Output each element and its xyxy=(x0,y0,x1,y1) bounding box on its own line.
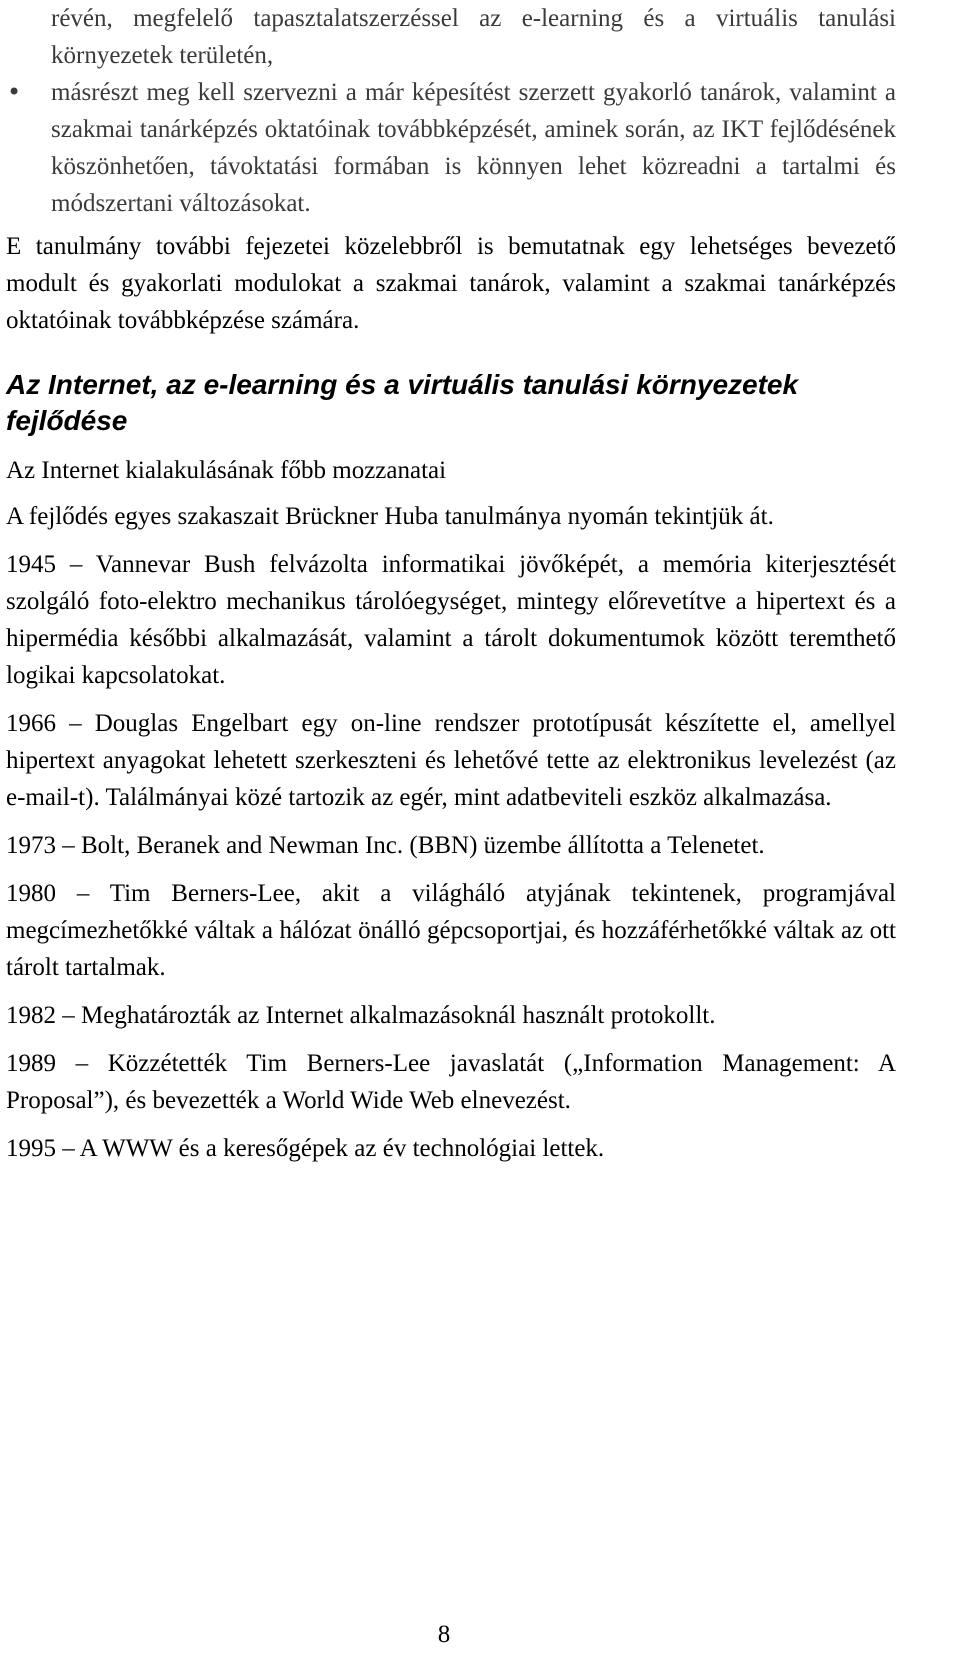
timeline-entry-1966: 1966 – Douglas Engelbart egy on-line rendszer prototípusát készítette el, amellyel hipertext anyagokat lehetett szerkeszteni és lehetővé tette az elektronikus levelezést (az e-mail-t). Találmányai közé tartozik az egér, mint adatbeviteli eszköz alkalmazása. xyxy=(6,710,896,811)
bullet-marker-icon: • xyxy=(7,78,22,106)
page-number: 8 xyxy=(437,1621,451,1648)
section-heading: Az Internet, az e-learning és a virtuális tanulási környezetek fejlődése xyxy=(6,369,799,436)
continued-paragraph xyxy=(6,0,896,74)
timeline-entry-1995: 1995 – A WWW és a keresőgépek az év technológiai lettek. xyxy=(6,1135,605,1162)
intro-paragraph: E tanulmány további fejezetei közelebbről is bemutatnak egy lehetséges bevezető modult és gyakorlati modulokat a szakmai tanárok, valamint a szakmai tanárképzés oktatóinak továbbképzése számára. xyxy=(6,233,896,334)
subheading: Az Internet kialakulásának főbb mozzanatai xyxy=(6,457,447,484)
bullet-item xyxy=(7,74,896,222)
timeline-entry-1945: 1945 – Vannevar Bush felvázolta informatikai jövőképét, a memória kiterjesztését szolgáló foto-elektro mechanikus tárolóegységet, mintegy előrevetítve a hipertext és a hipermédia későbbi alkalmazását, valamint a tárolt dokumentumok között teremthető logikai kapcsolatokat. xyxy=(6,551,896,689)
page-content xyxy=(6,0,896,1167)
lead-paragraph: A fejlődés egyes szakaszait Brückner Huba tanulmánya nyomán tekintjük át. xyxy=(6,503,774,530)
timeline-entry-1982: 1982 – Meghatározták az Internet alkalmazásoknál használt protokollt. xyxy=(6,1002,716,1029)
bullet-list xyxy=(6,74,896,222)
bullet-text: másrészt meg kell szervezni a már képesítést szerzett gyakorló tanárok, valamint a szakmai tanárképzés oktatóinak továbbképzését, aminek során, az IKT fejlődésének köszönhetően, távoktatási formában is könnyen lehet közreadni a tartalmi és módszertani változásokat. xyxy=(51,79,896,217)
timeline-entry-1980: 1980 – Tim Berners-Lee, akit a világháló atyjának tekintenek, programjával megcímezhetőkké váltak a hálózat önálló gépcsoportjai, és hozzáférhetőkké váltak az ott tárolt tartalmak. xyxy=(6,880,896,981)
timeline-list xyxy=(6,546,896,1167)
continued-text: révén, megfelelő tapasztalatszerzéssel az e-learning és a virtuális tanulási környezetek területén, xyxy=(51,5,896,69)
timeline-entry-1989: 1989 – Közzétették Tim Berners-Lee javaslatát („Information Management: A Proposal”), és bevezették a World Wide Web elnevezést. xyxy=(6,1050,896,1114)
timeline-entry-1973: 1973 – Bolt, Beranek and Newman Inc. (BBN) üzembe állította a Telenetet. xyxy=(6,832,765,859)
